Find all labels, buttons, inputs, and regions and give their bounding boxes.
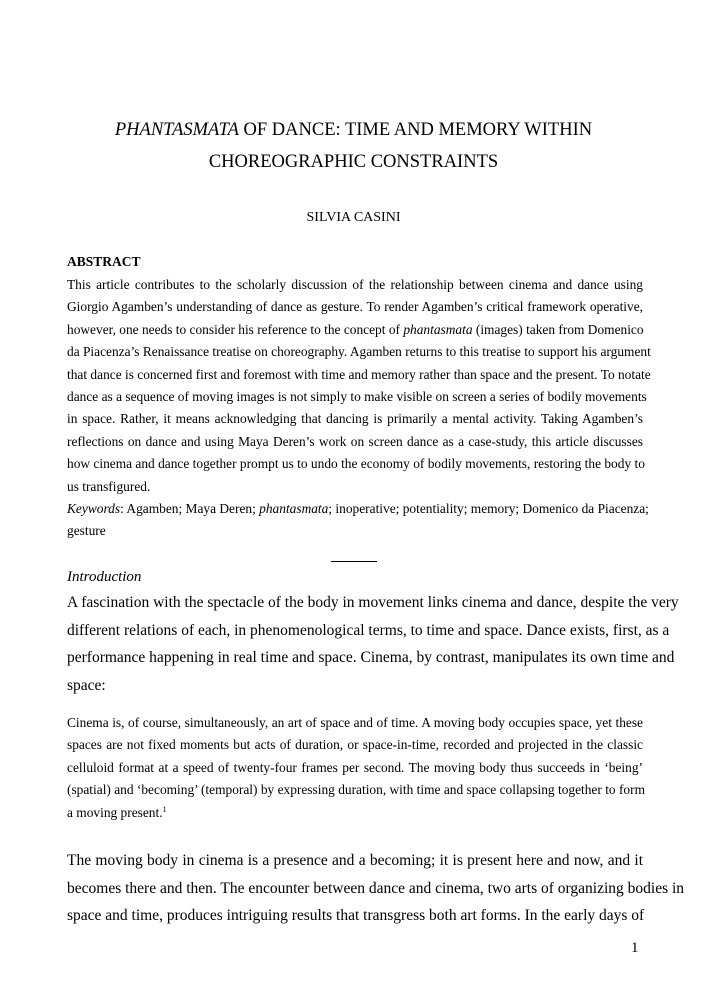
- author-name: SILVIA CASINI: [306, 210, 401, 225]
- abstract-body: [67, 274, 651, 498]
- quote-line: Cinema is, of course, simultaneously, an art of space and of time. A moving body occupies space, yet these: [67, 715, 643, 730]
- paragraph-line: space:: [67, 676, 106, 694]
- quote-line: celluloid format at a speed of twenty-four frames per second. The moving body thus succeeds in ‘being’: [67, 759, 643, 775]
- block-quote: [67, 712, 643, 824]
- footnote-reference[interactable]: 1: [162, 804, 167, 814]
- section-divider: [331, 561, 377, 562]
- quote-line: (spatial) and ‘becoming’ (temporal) by expressing duration, with time and space collapsing together to form: [67, 782, 645, 798]
- abstract-line: us transfigured.: [67, 478, 151, 494]
- paragraph-line: performance happening in real time and space. Cinema, by contrast, manipulates its own time and: [67, 649, 675, 666]
- abstract-line: in space. Rather, it means acknowledging that dancing is primarily a mental activity. Taking Agamben’s: [67, 411, 643, 427]
- title-italic: PHANTASMATA: [114, 120, 239, 140]
- abstract-line: however, one needs to consider his reference to the concept of phantasmata (images) taken from Domenico: [67, 321, 644, 337]
- abstract-line: that dance is concerned first and foremost with time and memory rather than space and the present. To notate: [67, 366, 651, 382]
- paragraph-line: A fascination with the spectacle of the body in movement links cinema and dance, despite the very: [67, 594, 679, 611]
- quote-line: spaces are not fixed moments but acts of duration, or space-in-time, recorded and projected in the classic: [67, 737, 643, 753]
- paragraph-line: different relations of each, in phenomenological terms, to time and space. Dance exists, first, as a: [67, 621, 670, 639]
- introduction-paragraph-2: [67, 847, 685, 930]
- abstract-line: reflections on dance and using Maya Deren’s work on screen dance as a case-study, this article discusses: [67, 433, 643, 449]
- introduction-paragraph-1: [67, 589, 679, 699]
- page-number: 1: [631, 940, 639, 956]
- abstract-heading: ABSTRACT: [67, 254, 141, 269]
- title-line-2: CHOREOGRAPHIC CONSTRAINTS: [208, 152, 499, 172]
- paragraph-line: space and time, produces intriguing results that transgress both art forms. In the early days of: [67, 907, 645, 924]
- paragraph-line: The moving body in cinema is a presence and a becoming; it is present here and now, and it: [67, 852, 643, 869]
- keywords-line: gesture: [67, 523, 106, 539]
- article-title: [60, 114, 647, 178]
- abstract-line: da Piacenza’s Renaissance treatise on choreography. Agamben returns to this treatise to support his argument: [67, 344, 651, 360]
- keywords: [67, 498, 649, 543]
- paragraph-line: becomes there and then. The encounter between dance and cinema, two arts of organizing bodies in: [67, 879, 685, 897]
- quote-line: a moving present.$^1$: [67, 804, 167, 820]
- abstract-line: Giorgio Agamben’s understanding of dance as gesture. To render Agamben’s critical framework operative,: [67, 299, 643, 315]
- abstract-line: This article contributes to the scholarly discussion of the relationship between cinema and dance using: [67, 277, 643, 292]
- introduction-heading: Introduction: [67, 569, 142, 585]
- abstract-line: how cinema and dance together prompt us to undo the economy of bodily movements, restoring the body to: [67, 456, 645, 472]
- keywords-line: Keywords: Agamben; Maya Deren; phantasmata; inoperative; potentiality; memory; Domenico da Piacenza;: [67, 501, 649, 516]
- keywords-label: Keywords: [67, 501, 121, 516]
- abstract-line: dance as a sequence of moving images is not simply to make visible on screen a series of bodily movements: [67, 389, 647, 405]
- title-line-1: PHANTASMATA OF DANCE: TIME AND MEMORY WITHIN: [114, 120, 593, 140]
